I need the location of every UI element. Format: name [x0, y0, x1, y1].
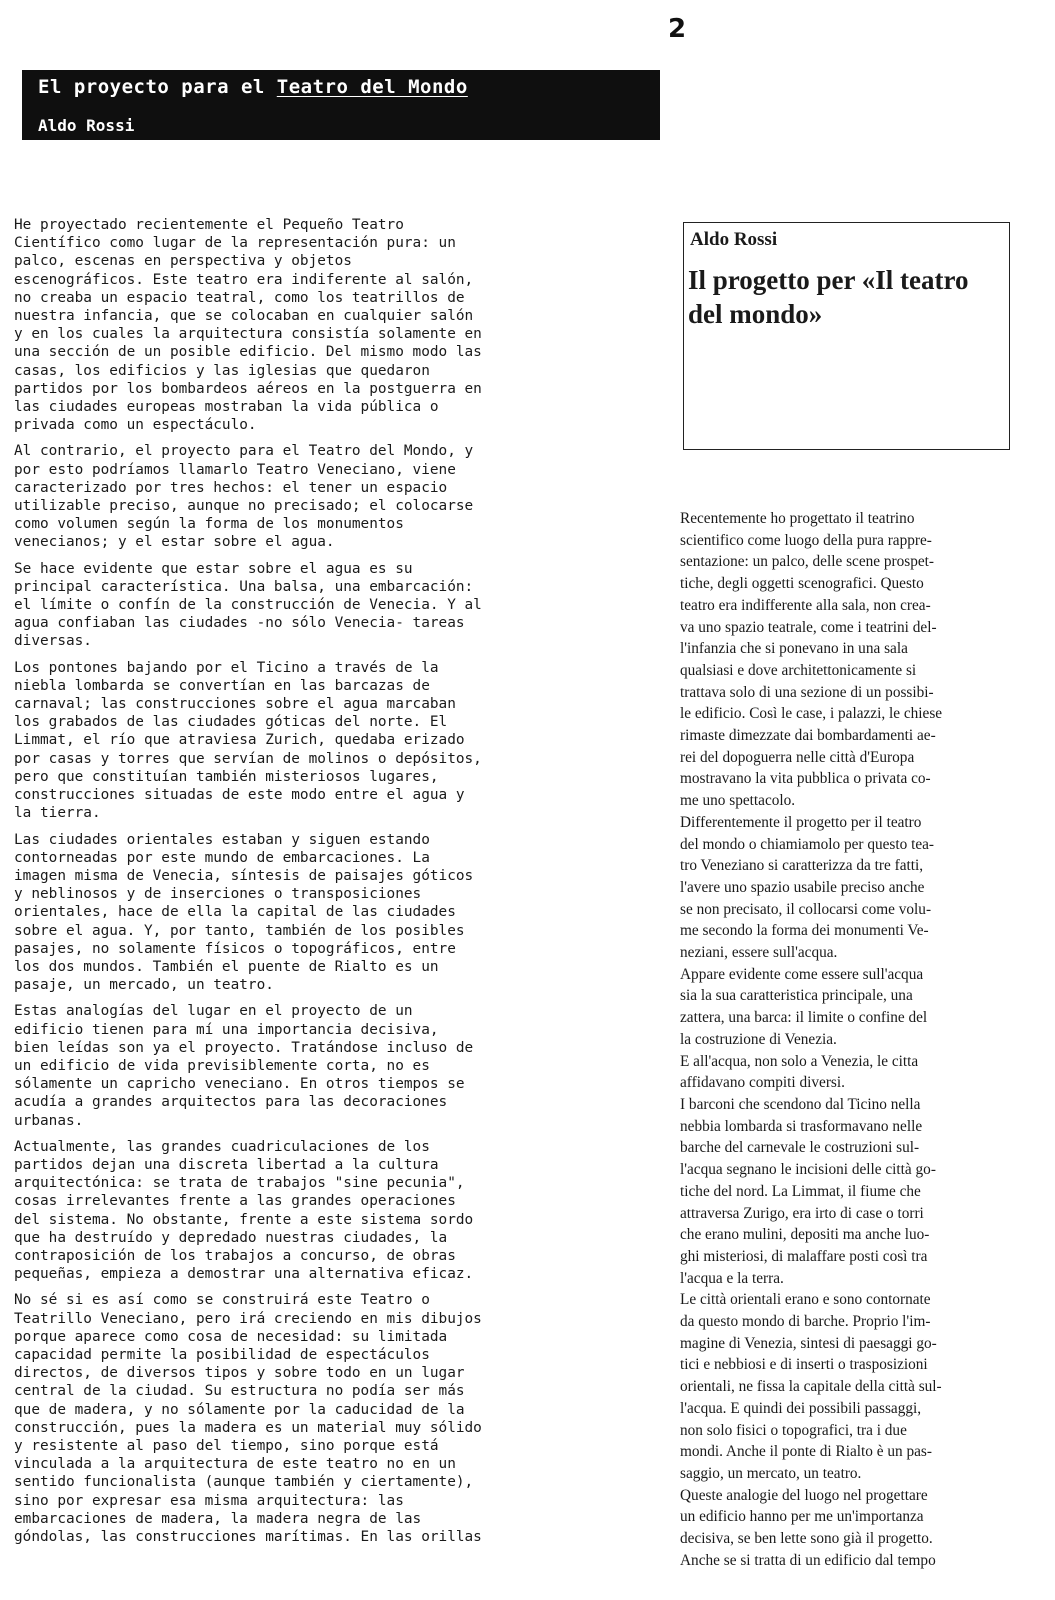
spanish-paragraph: Se hace evidente que estar sobre el agua es su principal característica. Una balsa, una embarcación: el límite o confín de la construcción de Venecia. Y al agua confiaban las ciudades -no sólo Venecia- tareas diversas.: [14, 560, 482, 650]
italian-paragraph: Appare evidente come essere sull'acqua sia la sua caratteristica principale, una zattera, una barca: il limite o confine del la costruzione di Venezia.: [680, 965, 928, 1048]
spanish-paragraph: He proyectado recientemente el Pequeño Teatro Científico como lugar de la representación pura: un palco, escenas en perspectiva y objetos escenográficos. Este teatro era indiferente al salón, no creaba un espacio teatral, como los teatrillos de nuestra infancia, que se colocaban en cualquier salón y en los cuales la arquitectura consistía solamente en una sección de un posible edificio. Del mismo modo las casas, los edificios y las iglesias que quedaron partidos por los bombardeos aéreos en la postguerra en las ciudades europeas mostraban la vida pública o privada como un espectáculo.: [14, 217, 482, 434]
italian-paragraph: E all'acqua, non solo a Venezia, le citta affidavano compiti diversi.: [680, 1052, 919, 1092]
article-header: [22, 70, 660, 140]
italian-paragraph: Le città orientali erano e sono contornate da questo mondo di barche. Proprio l'im- magine di Venezia, sintesi di paesaggi go- tici e nebbiosi e di inserti o trasposizioni orientali, ne fissa la capitale della città sul- l'acqua. E quindi dei possibili passaggi, non solo fisici o topografici, tra i due mondi. Anche il ponte di Rialto è un pas- saggio, un mercato, un teatro.: [680, 1291, 942, 1482]
spanish-paragraph: No sé si es así como se construirá este Teatro o Teatrillo Veneciano, pero irá creciendo en mis dibujos porque aparece como cosa de necesidad: su limitada capacidad permite la posibilidad de espectáculos directos, de diversos tipos y sobre todo en un lugar central de la ciudad. Su estructura no podía ser más que de madera, y no sólamente por la caducidad de la construcción, pues la madera es un material muy sólido y resistente al paso del tiempo, sino porque está vinculada a la arquitectura de este teatro no en un sentido funcionalista (aunque también y ciertamente), sino por expresar esa misma arquitectura: las embarcaciones de madera, la madera negra de las góndolas, las construcciones marítimas. En las orillas: [14, 1292, 482, 1546]
italian-paragraph: Differentemente il progetto per il teatro del mondo o chiamiamolo per questo tea- tro Veneziano si caratterizza da tre fatti, l'avere uno spazio usabile preciso anche se non precisato, il collocarsi come volu- me secondo la forma dei monumenti Ve- neziani, essere sull'acqua.: [680, 813, 935, 962]
article-author: Aldo Rossi: [38, 116, 135, 135]
spanish-paragraph: Las ciudades orientales estaban y siguen estando contorneadas por este mundo de embarcaciones. La imagen misma de Venecia, síntesis de paisajes góticos y neblinosos y de inserciones o transposiciones orientales, hace de ella la capital de las ciudades sobre el agua. Y, por tanto, también de los posibles pasajes, no solamente físicos o topográficos, entre los dos mundos. También el puente de Rialto es un pasaje, un mercado, un teatro.: [14, 831, 474, 994]
article-title-underlined: Teatro del Mondo: [276, 76, 468, 98]
italian-paragraph: Recentemente ho progettato il teatrino scientifico come luogo della pura rappre- sentazione: un palco, delle scene prospet- tiche, degli oggetti scenografici. Questo teatro era indifferente alla sala, non crea- va uno spazio teatrale, come i teatrini del- l'infanzia che si ponevano in una sala qualsiasi e dove architettonicamente si trattava solo di una sezione di un possibi- le edificio. Così le case, i palazzi, le chiese rimaste dimezzate dai bombardamenti ae- rei del dopoguerra nelle città d'Europa mostravano la vita pubblica o privata co- me uno spettacolo.: [680, 510, 943, 810]
italian-text-column: [680, 508, 1012, 1571]
italian-author: Aldo Rossi: [690, 229, 778, 250]
article-title: [38, 76, 468, 98]
spanish-paragraph: Estas analogías del lugar en el proyecto de un edificio tienen para mí una importancia decisiva, bien leídas son ya el proyecto. Tratándose incluso de un edificio de vida previsiblemente corta, no es sólamente un capricho veneciano. En otros tiempos se acudía a grandes arquitectos para las decoraciones urbanas.: [14, 1003, 474, 1129]
article-title-prefix: El proyecto para el: [38, 76, 277, 98]
spanish-paragraph: Al contrario, el proyecto para el Teatro del Mondo, y por esto podríamos llamarlo Teatro Veneciano, viene caracterizado por tres hechos: el tener un espacio utilizable preciso, aunque no precisado; el colocarse como volumen según la forma de los monumentos venecianos; y el estar sobre el agua.: [14, 443, 474, 551]
spanish-paragraph: Actualmente, las grandes cuadriculaciones de los partidos dejan una discreta libertad a la cultura arquitectónica: se trata de trabajos "sine pecunia", cosas irrelevantes frente a las grandes operaciones del sistema. No obstante, frente a este sistema sordo que ha destruído y depredado nuestras ciudades, la contraposición de los trabajos a concurso, de obras pequeñas, empieza a demostrar una alternativa eficaz.: [14, 1138, 474, 1283]
italian-paragraph: I barconi che scendono dal Ticino nella nebbia lombarda si trasformavano nelle barche del carnevale le costruzioni sul- l'acqua segnano le incisioni delle città go- tiche del nord. La Limmat, il fiume che attraversa Zurigo, era irto di case o torri che erano mulini, depositi ma anche luo- ghi misteriosi, di malaffare posti così tra l'acqua e la terra.: [680, 1095, 936, 1287]
page-number: 2: [668, 14, 687, 44]
italian-paragraph: Queste analogie del luogo nel progettare un edificio hanno per me un'importanza decisiva, se ben lette sono già il progetto. Anche se si tratta di un edificio dal tempo: [680, 1486, 936, 1569]
italian-title: Il progetto per «Il teatro del mondo»: [688, 265, 969, 329]
spanish-paragraph: Los pontones bajando por el Ticino a través de la niebla lombarda se convertían en las barcazas de carnaval; las construcciones sobre el agua marcaban los grabados de las ciudades góticas del norte. El Limmat, el río que atraviesa Zurich, quedaba erizado por casas y torres que servían de molinos o depósitos, pero que constituían también misteriosos lugares, construcciones situadas de este modo entre el agua y la tierra.: [14, 659, 482, 822]
spanish-text-column: [14, 216, 614, 1554]
italian-title-box: [683, 222, 1010, 450]
